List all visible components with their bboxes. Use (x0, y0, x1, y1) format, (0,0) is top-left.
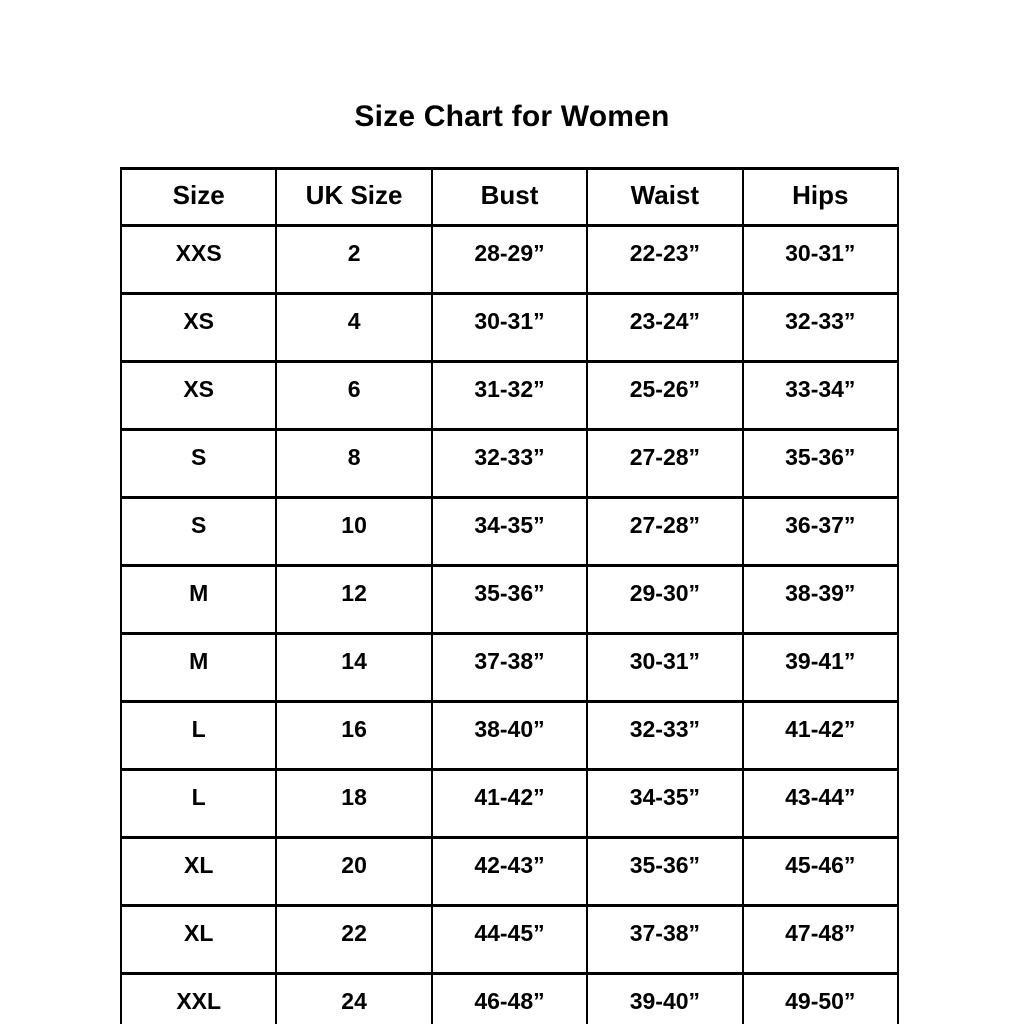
table-cell: 14 (276, 634, 431, 702)
table-cell: S (121, 430, 276, 498)
table-cell: 38-39” (743, 566, 898, 634)
table-cell: 30-31” (432, 294, 587, 362)
table-cell: XS (121, 362, 276, 430)
table-cell: 23-24” (587, 294, 742, 362)
table-cell: 49-50” (743, 974, 898, 1024)
table-row (121, 838, 898, 906)
table-cell: 38-40” (432, 702, 587, 770)
table-row (121, 702, 898, 770)
table-cell: 36-37” (743, 498, 898, 566)
table-cell: 35-36” (743, 430, 898, 498)
table-cell: 39-41” (743, 634, 898, 702)
table-cell: 22 (276, 906, 431, 974)
table-cell: XXS (121, 226, 276, 294)
table-cell: XXL (121, 974, 276, 1024)
table-cell: XL (121, 838, 276, 906)
table-cell: 32-33” (432, 430, 587, 498)
table-cell: M (121, 566, 276, 634)
table-cell: 46-48” (432, 974, 587, 1024)
table-cell: 27-28” (587, 498, 742, 566)
table-cell: 31-32” (432, 362, 587, 430)
table-cell: 41-42” (743, 702, 898, 770)
table-row (121, 634, 898, 702)
table-cell: 2 (276, 226, 431, 294)
table-cell: 27-28” (587, 430, 742, 498)
table-cell: 22-23” (587, 226, 742, 294)
table-cell: 34-35” (432, 498, 587, 566)
column-header-hips: Hips (743, 169, 898, 226)
table-row (121, 906, 898, 974)
table-row (121, 974, 898, 1024)
column-header-waist: Waist (587, 169, 742, 226)
size-chart-table (120, 167, 899, 1024)
table-cell: 32-33” (743, 294, 898, 362)
table-cell: 35-36” (432, 566, 587, 634)
table-cell: 34-35” (587, 770, 742, 838)
table-cell: 6 (276, 362, 431, 430)
table-row (121, 294, 898, 362)
table-cell: 16 (276, 702, 431, 770)
table-cell: 35-36” (587, 838, 742, 906)
table-cell: 47-48” (743, 906, 898, 974)
table-cell: 12 (276, 566, 431, 634)
table-cell: 41-42” (432, 770, 587, 838)
table-cell: 33-34” (743, 362, 898, 430)
table-cell: 10 (276, 498, 431, 566)
table-cell: 32-33” (587, 702, 742, 770)
table-cell: 25-26” (587, 362, 742, 430)
table-body (121, 226, 898, 1024)
table-cell: 30-31” (743, 226, 898, 294)
table-row (121, 362, 898, 430)
table-row (121, 430, 898, 498)
table-cell: 20 (276, 838, 431, 906)
table-cell: XL (121, 906, 276, 974)
table-cell: S (121, 498, 276, 566)
table-cell: L (121, 770, 276, 838)
table-cell: XS (121, 294, 276, 362)
table-cell: 45-46” (743, 838, 898, 906)
table-cell: 37-38” (432, 634, 587, 702)
table-cell: M (121, 634, 276, 702)
column-header-uk-size: UK Size (276, 169, 431, 226)
table-header-row (121, 169, 898, 226)
column-header-size: Size (121, 169, 276, 226)
table-cell: 42-43” (432, 838, 587, 906)
table-cell: 8 (276, 430, 431, 498)
table-cell: 44-45” (432, 906, 587, 974)
page-title: Size Chart for Women (354, 100, 670, 133)
table-cell: 28-29” (432, 226, 587, 294)
column-header-bust: Bust (432, 169, 587, 226)
table-row (121, 498, 898, 566)
table-cell: 29-30” (587, 566, 742, 634)
table-row (121, 226, 898, 294)
table-cell: 37-38” (587, 906, 742, 974)
table-cell: 43-44” (743, 770, 898, 838)
table-cell: 4 (276, 294, 431, 362)
table-cell: 24 (276, 974, 431, 1024)
table-cell: 18 (276, 770, 431, 838)
table-head (121, 169, 898, 226)
table-cell: 30-31” (587, 634, 742, 702)
table-cell: 39-40” (587, 974, 742, 1024)
table-row (121, 566, 898, 634)
table-row (121, 770, 898, 838)
table-cell: L (121, 702, 276, 770)
